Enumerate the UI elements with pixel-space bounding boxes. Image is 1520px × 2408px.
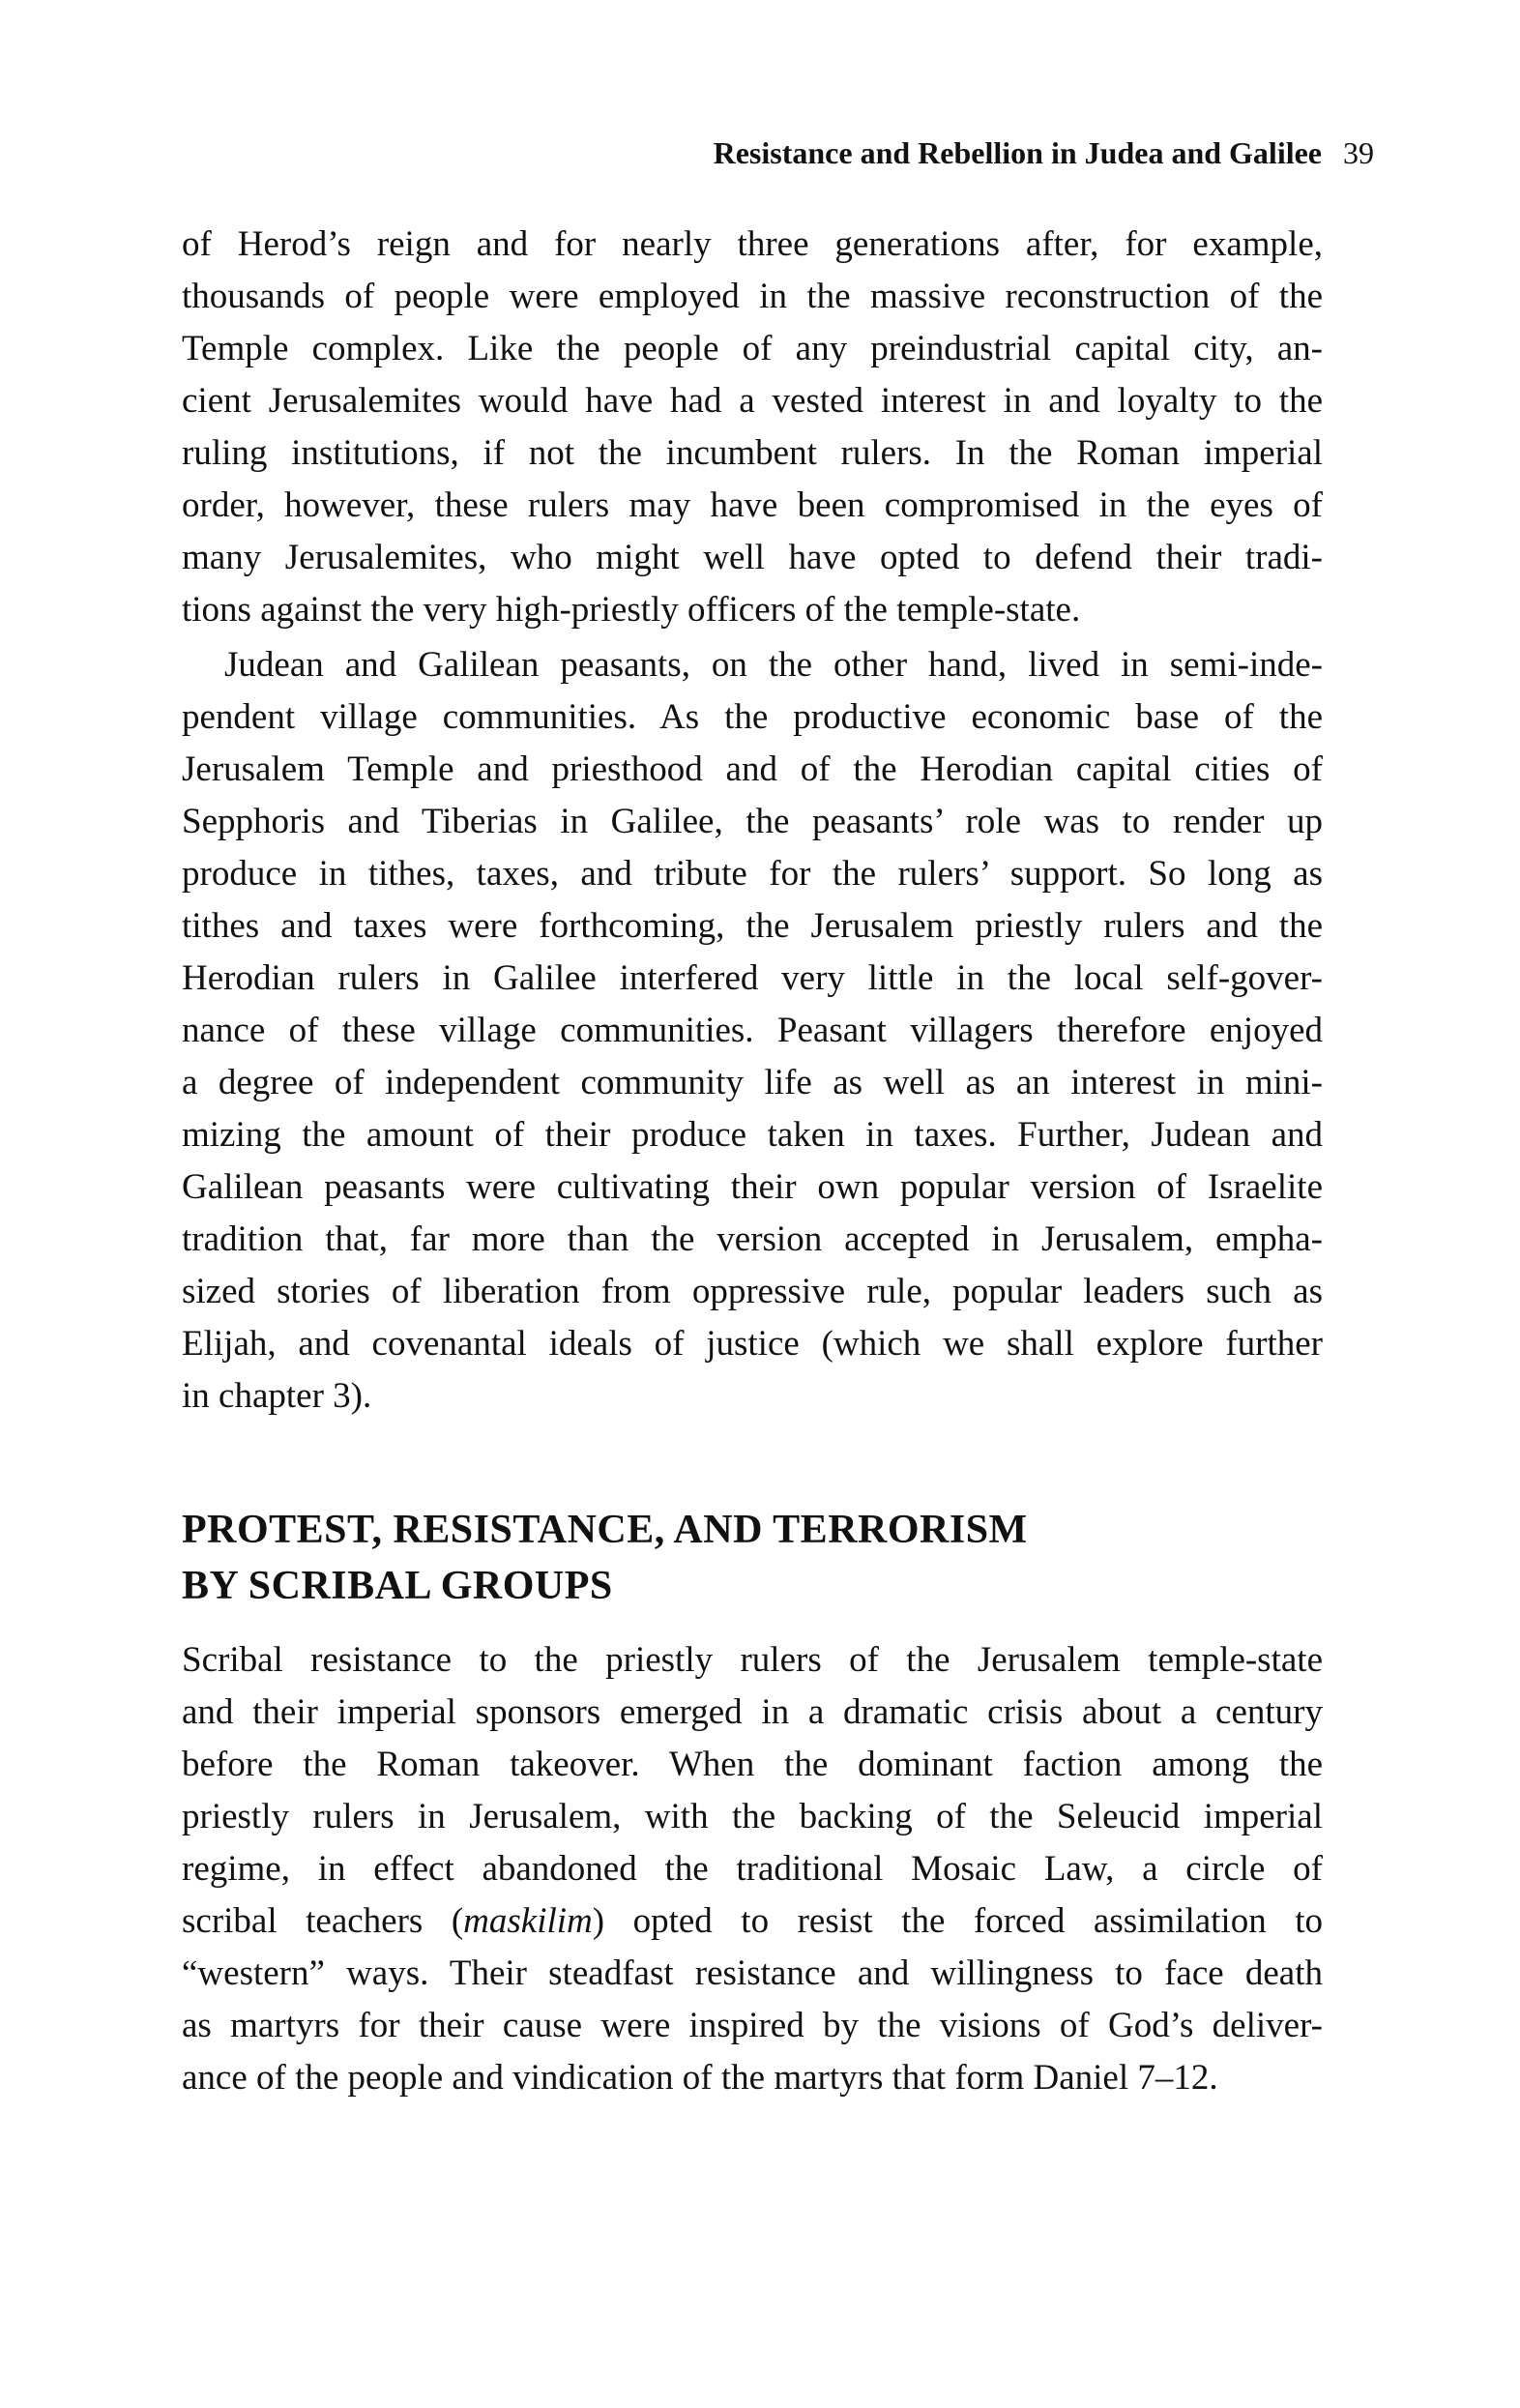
text-line: and their imperial sponsors emerged in a dramatic crisis about a century (182, 1692, 1323, 1732)
section-heading (182, 1502, 1323, 1614)
text-line: order, however, these rulers may have been compromised in the eyes of (182, 485, 1323, 525)
text-line: before the Roman takeover. When the dominant faction among the (182, 1745, 1323, 1784)
text-line: as martyrs for their cause were inspired by the visions of God’s deliver- (182, 2006, 1323, 2045)
text-line: ance of the people and vindication of the martyrs that form Daniel 7–12. (182, 2058, 1218, 2098)
text-line: Herodian rulers in Galilee interfered very little in the local self-gover- (182, 958, 1323, 998)
text-line: many Jerusalemites, who might well have opted to defend their tradi- (182, 538, 1323, 577)
text-line: thousands of people were employed in the massive reconstruction of the (182, 277, 1323, 316)
text-line: regime, in effect abandoned the traditional Mosaic Law, a circle of (182, 1849, 1323, 1889)
text-line: priestly rulers in Jerusalem, with the backing of the Seleucid imperial (182, 1797, 1323, 1836)
text-line: Galilean peasants were cultivating their own popular version of Israelite (182, 1167, 1323, 1207)
text-line: sized stories of liberation from oppressive rule, popular leaders such as (182, 1272, 1323, 1311)
section-heading-line-2: BY SCRIBAL GROUPS (182, 1564, 613, 1608)
text-line: Temple complex. Like the people of any preindustrial capital city, an- (182, 329, 1323, 368)
text-line: tions against the very high-priestly officers of the temple-state. (182, 590, 1081, 630)
text-line: mizing the amount of their produce taken in taxes. Further, Judean and (182, 1115, 1323, 1155)
page-number: 39 (1343, 135, 1374, 170)
text-line: tradition that, far more than the version accepted in Jerusalem, empha- (182, 1219, 1323, 1259)
text-line: Sepphoris and Tiberias in Galilee, the peasants’ role was to render up (182, 802, 1323, 841)
text-line: a degree of independent community life as well as an interest in mini- (182, 1063, 1323, 1102)
paragraph-peasants (182, 639, 1323, 1423)
text-segment: scribal teachers ( (182, 1901, 464, 1941)
running-head-title: Resistance and Rebellion in Judea and Galilee (713, 135, 1322, 170)
italic-term: maskilim (463, 1901, 593, 1941)
paragraph-scribal-resistance (182, 1634, 1323, 2104)
text-line-with-italic (182, 1895, 1323, 1948)
text-line: of Herod’s reign and for nearly three generations after, for example, (182, 224, 1323, 264)
text-line: cient Jerusalemites would have had a vested interest in and loyalty to the (182, 381, 1323, 421)
text-line: pendent village communities. As the productive economic base of the (182, 697, 1323, 737)
text-line: Judean and Galilean peasants, on the other hand, lived in semi-inde- (224, 645, 1323, 685)
text-line: tithes and taxes were forthcoming, the Jerusalem priestly rulers and the (182, 906, 1323, 946)
section-heading-line-1: PROTEST, RESISTANCE, AND TERRORISM (182, 1508, 1028, 1552)
text-line: nance of these village communities. Peasant villagers therefore enjoyed (182, 1011, 1323, 1050)
paragraph-continued (182, 219, 1323, 636)
text-line: ruling institutions, if not the incumbent rulers. In the Roman imperial (182, 433, 1323, 473)
running-head (182, 133, 1374, 172)
text-line: produce in tithes, taxes, and tribute for the rulers’ support. So long as (182, 854, 1323, 894)
text-segment: ) opted to resist the forced assimilation to (592, 1901, 1323, 1941)
text-line: “western” ways. Their steadfast resistance and willingness to face death (182, 1953, 1323, 1993)
text-line: Elijah, and covenantal ideals of justice (which we shall explore further (182, 1324, 1323, 1364)
text-line: in chapter 3). (182, 1376, 372, 1416)
text-line: Scribal resistance to the priestly rulers of the Jerusalem temple-state (182, 1640, 1323, 1680)
text-line: Jerusalem Temple and priesthood and of the Herodian capital cities of (182, 749, 1323, 789)
